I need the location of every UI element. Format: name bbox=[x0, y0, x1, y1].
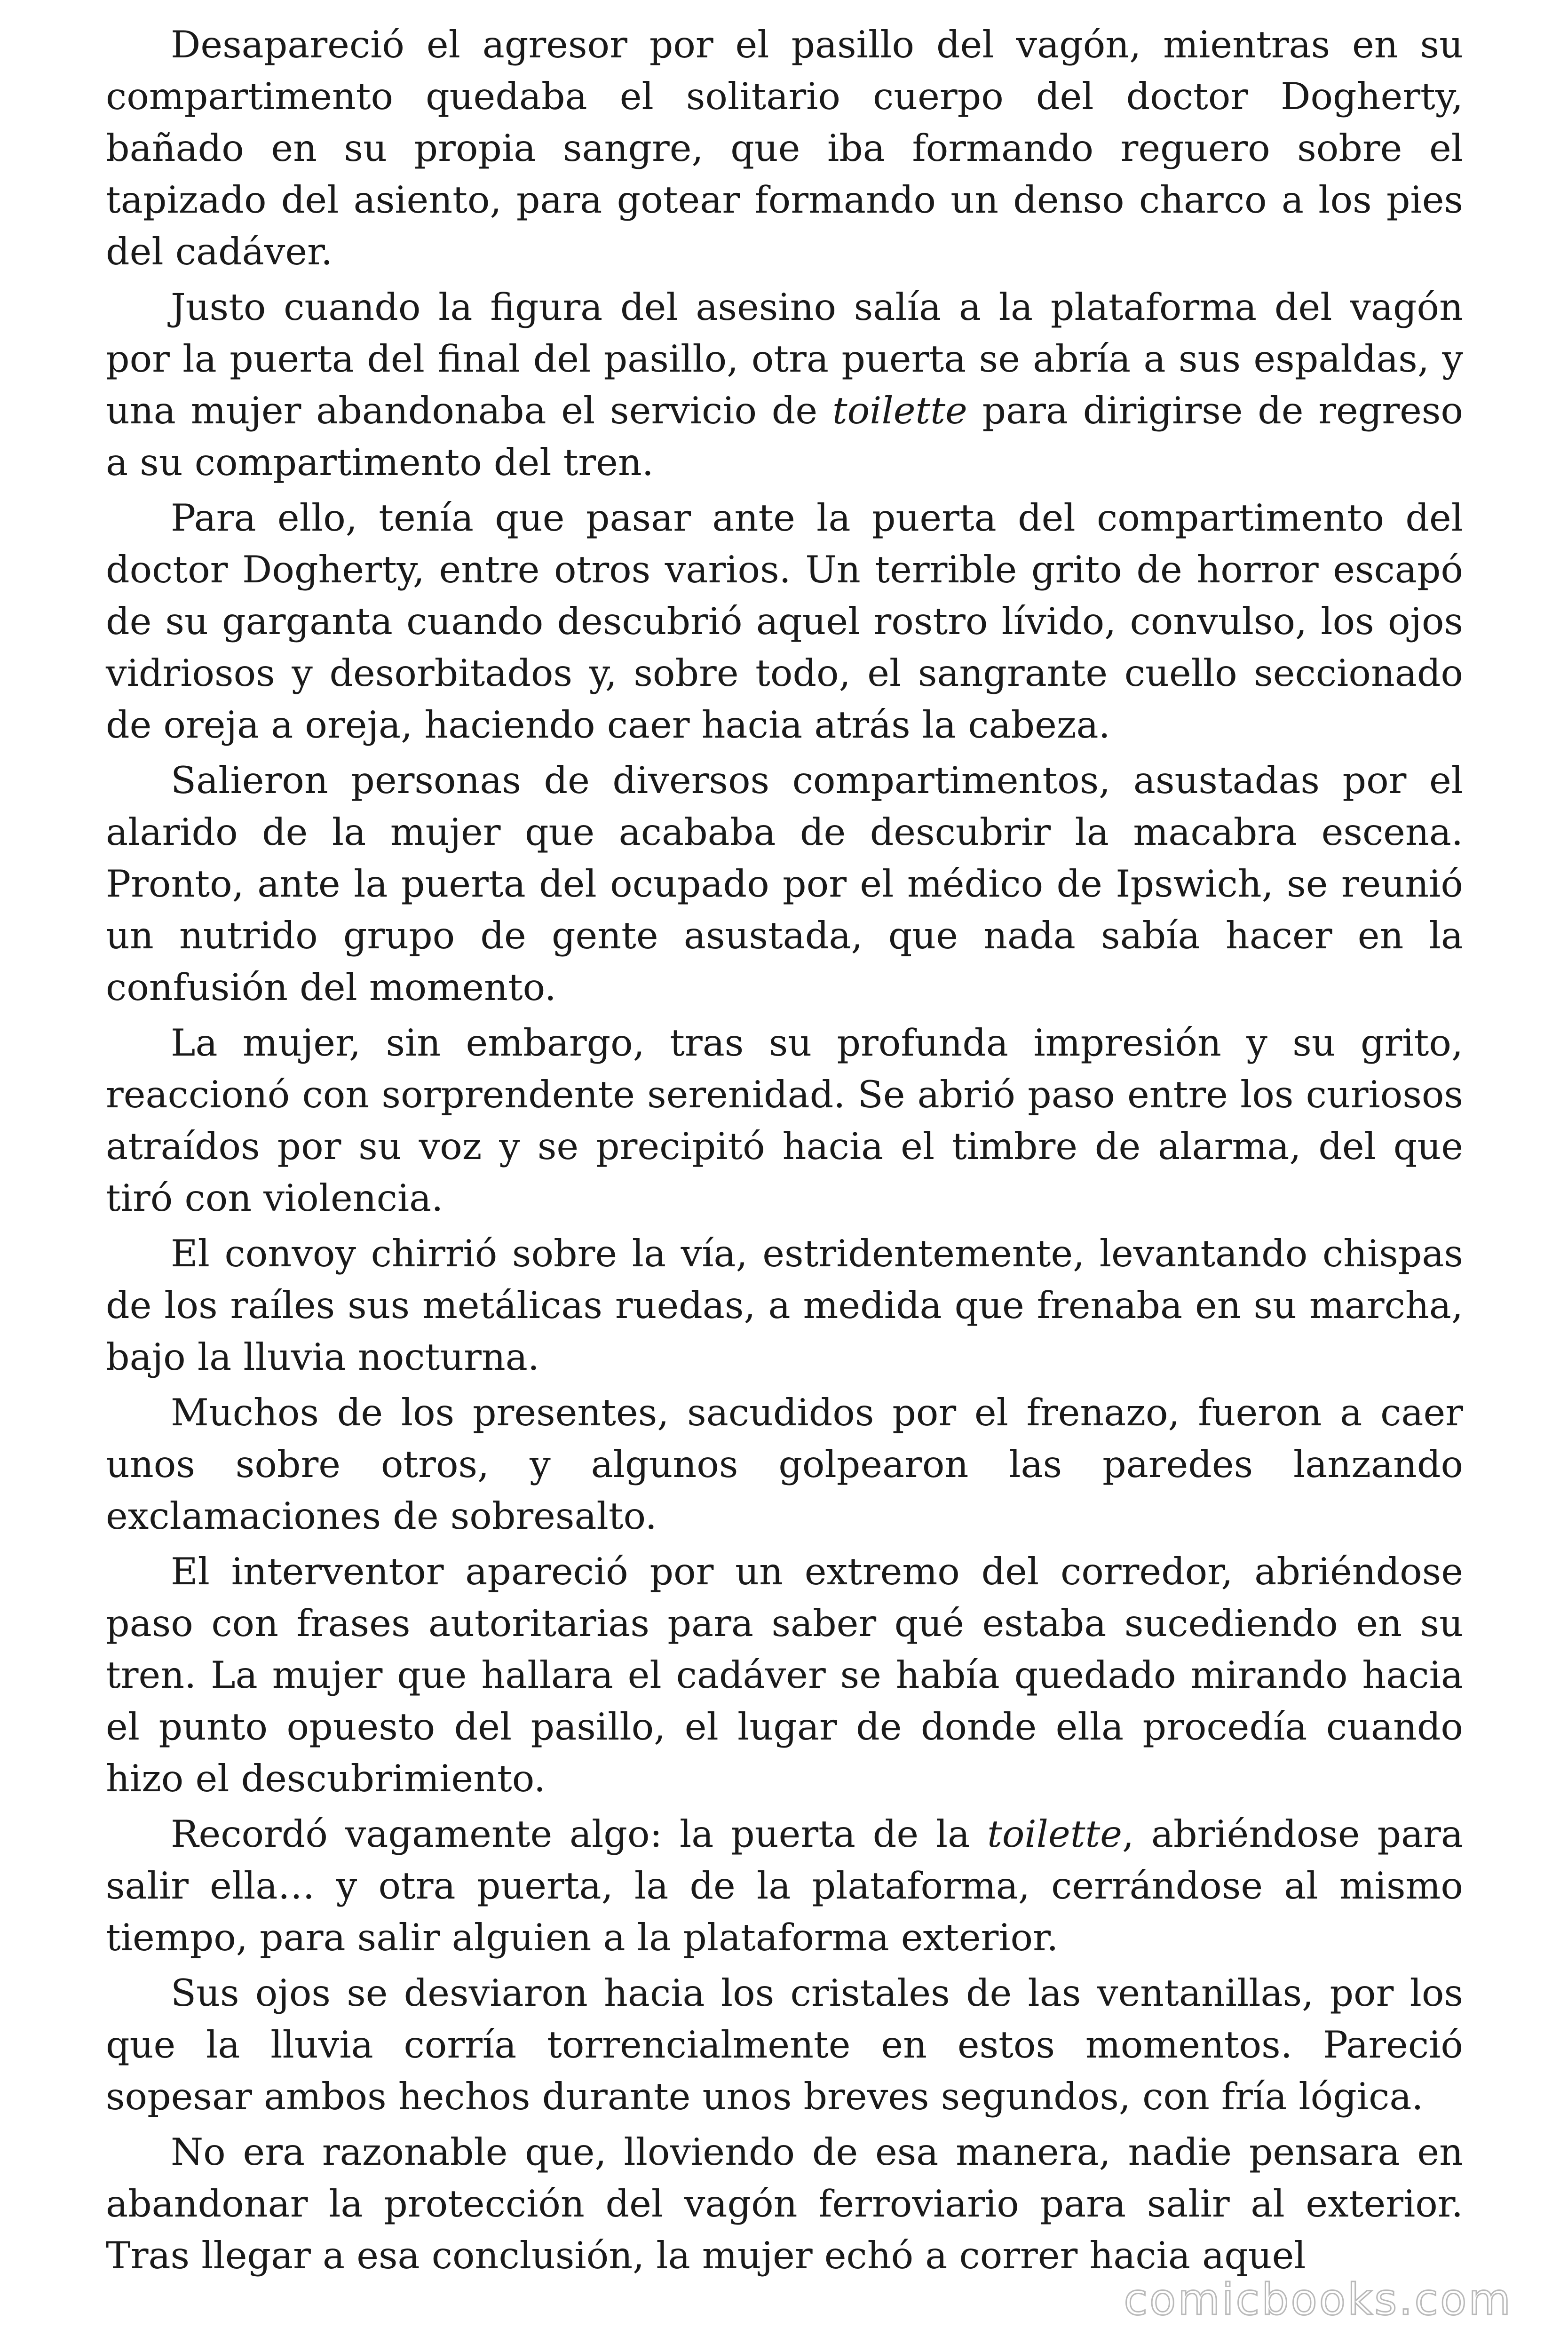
paragraph-text: El interventor apareció por un extremo del corredor, abriéndose paso con frases autoritarias para saber qué estaba sucediendo en su tren. La mujer que hallara el cadáver se había quedado mirando hacia el punto opuesto del pasillo, el lugar de donde ella procedía cuando hizo el descubrimiento. bbox=[106, 1550, 1463, 1800]
paragraph-text: , abriéndose para salir ella… y otra puerta, la de la plataforma, cerrándose al mismo tiempo, para salir alguien a la plataforma exterior. bbox=[106, 1812, 1463, 1959]
italic-word: toilette bbox=[987, 1812, 1122, 1856]
paragraph-8 bbox=[106, 1546, 1463, 1804]
paragraph-text: para dirigirse de regreso a su compartimento del tren. bbox=[106, 389, 1463, 484]
paragraph-text: Muchos de los presentes, sacudidos por el frenazo, fueron a caer unos sobre otros, y algunos golpearon las paredes lanzando exclamaciones de sobresalto. bbox=[106, 1391, 1463, 1538]
paragraph-text: Recordó vagamente algo: la puerta de la bbox=[171, 1812, 988, 1856]
paragraph-6 bbox=[106, 1228, 1463, 1383]
paragraph-3 bbox=[106, 492, 1463, 751]
paragraph-text: Salieron personas de diversos compartimentos, asustadas por el alarido de la mujer que acababa de descubrir la macabra escena. Pronto, ante la puerta del ocupado por el médico de Ipswich, se reunió un nutrido grupo de gente asustada, que nada sabía hacer en la confusión del momento. bbox=[106, 759, 1463, 1009]
paragraph-text: La mujer, sin embargo, tras su profunda impresión y su grito, reaccionó con sorprendente serenidad. Se abrió paso entre los curiosos atraídos por su voz y se precipitó hacia el timbre de alarma, del que tiró con violencia. bbox=[106, 1021, 1463, 1220]
paragraph-text: Para ello, tenía que pasar ante la puerta del compartimento del doctor Dogherty, entre otros varios. Un terrible grito de horror escapó de su garganta cuando descubrió aquel rostro lívido, convulso, los ojos vidriosos y desorbitados y, sobre todo, el sangrante cuello seccionado de oreja a oreja, haciendo caer hacia atrás la cabeza. bbox=[106, 496, 1463, 747]
paragraph-11 bbox=[106, 2126, 1463, 2281]
paragraph-10 bbox=[106, 1967, 1463, 2122]
paragraph-text: Justo cuando la figura del asesino salía a la plataforma del vagón por la puerta del final del pasillo, otra puerta se abría a sus espaldas, y una mujer abandonaba el servicio de bbox=[106, 286, 1463, 432]
paragraph-text: No era razonable que, lloviendo de esa manera, nadie pensara en abandonar la protección del vagón ferroviario para salir al exterior. Tras llegar a esa conclusión, la mujer echó a correr hacia aquel bbox=[106, 2130, 1463, 2277]
paragraph-2 bbox=[106, 281, 1463, 488]
paragraph-5 bbox=[106, 1017, 1463, 1224]
book-page bbox=[106, 19, 1463, 2285]
paragraph-1 bbox=[106, 19, 1463, 278]
paragraph-7 bbox=[106, 1387, 1463, 1542]
paragraph-4 bbox=[106, 755, 1463, 1013]
paragraph-text: El convoy chirrió sobre la vía, estridentemente, levantando chispas de los raíles sus metálicas ruedas, a medida que frenaba en su marcha, bajo la lluvia nocturna. bbox=[106, 1232, 1463, 1379]
paragraph-text: Sus ojos se desviaron hacia los cristales de las ventanillas, por los que la lluvia corría torrencialmente en estos momentos. Pareció sopesar ambos hechos durante unos breves segundos, con fría lógica. bbox=[106, 1971, 1463, 2118]
paragraph-text: Desapareció el agresor por el pasillo del vagón, mientras en su compartimento quedaba el solitario cuerpo del doctor Dogherty, bañado en su propia sangre, que iba formando reguero sobre el tapizado del asiento, para gotear formando un denso charco a los pies del cadáver. bbox=[106, 23, 1463, 273]
paragraph-9 bbox=[106, 1808, 1463, 1963]
italic-word: toilette bbox=[832, 389, 967, 432]
watermark: comicbooks.com bbox=[1124, 2274, 1513, 2325]
